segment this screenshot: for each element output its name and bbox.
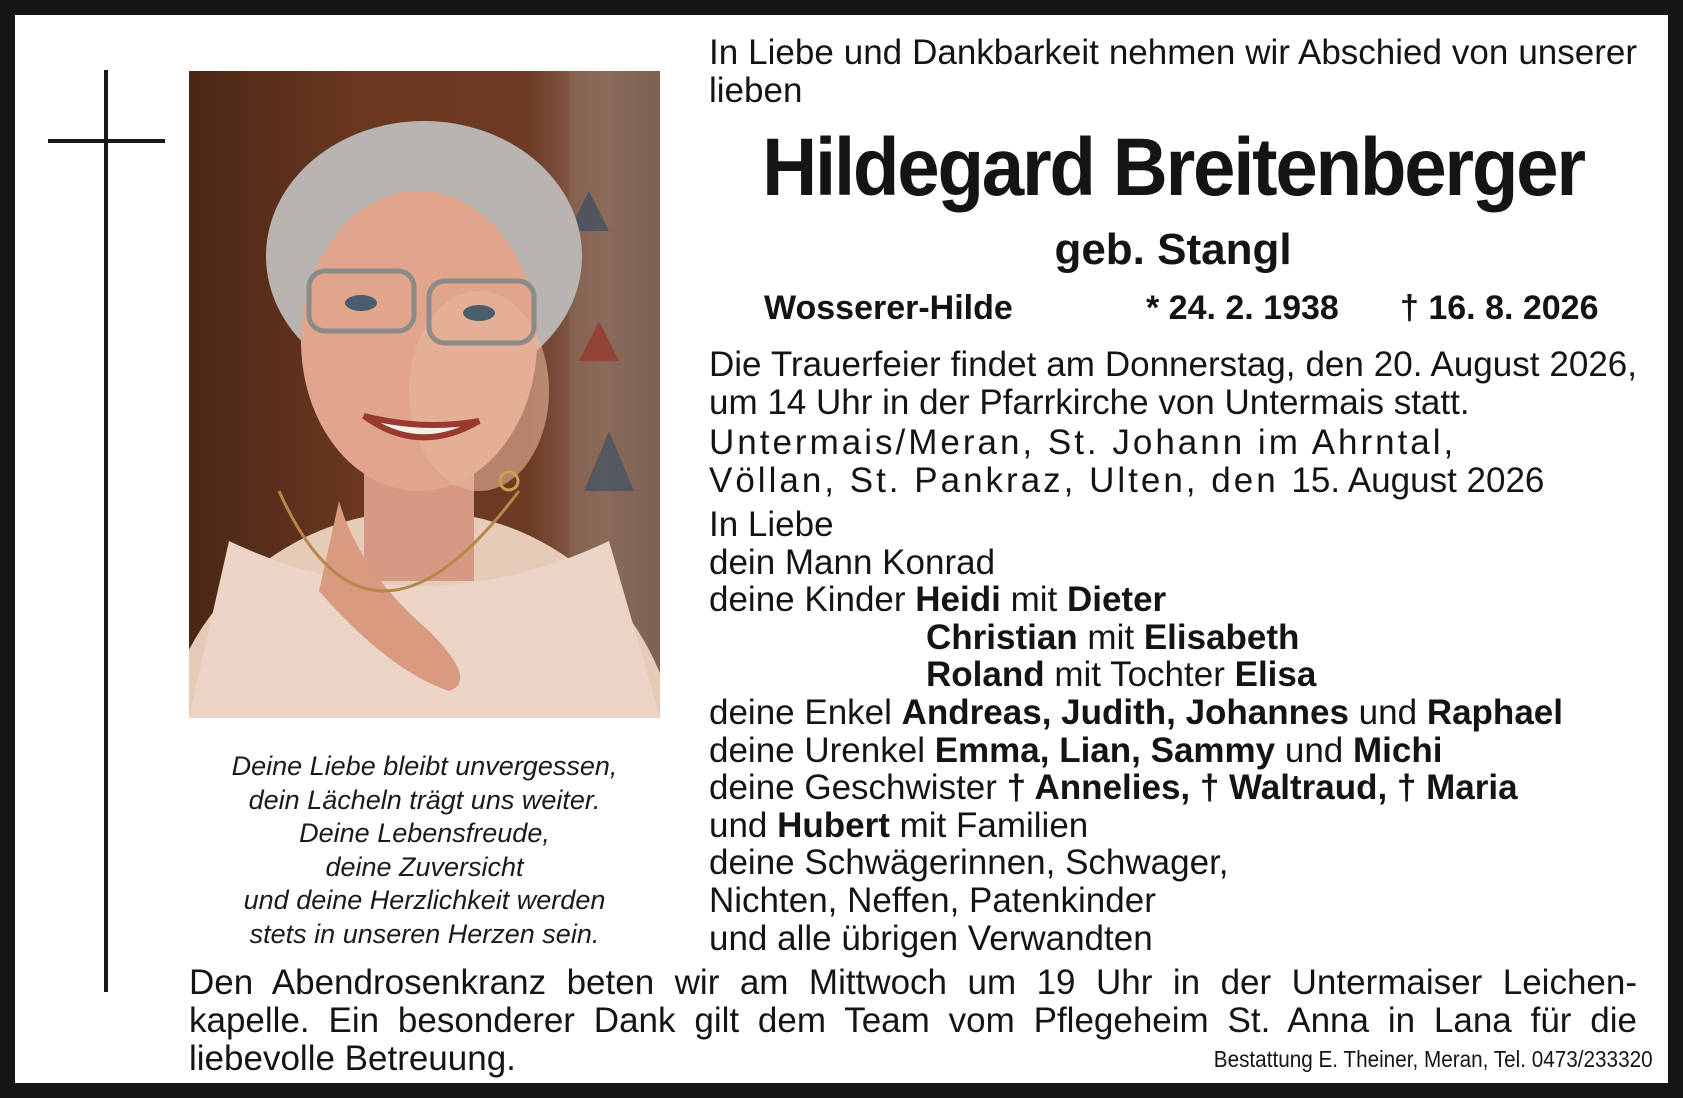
closing-line: kapelle. Ein besonderer Dank gilt dem Team vom Pflegeheim St. Anna in Lana für die bbox=[189, 1001, 1637, 1040]
places-and-date bbox=[709, 424, 1637, 500]
children-line bbox=[709, 656, 1563, 694]
siblings-label: deine Geschwister bbox=[709, 768, 1007, 808]
quote-line: deine Zuversicht bbox=[325, 851, 524, 882]
nickname: Wosserer-Hilde bbox=[764, 289, 1013, 327]
others-line: und alle übrigen Verwandten bbox=[709, 918, 1153, 958]
quote-line: dein Lächeln trägt uns weiter. bbox=[248, 784, 601, 815]
intro-text: In Liebe und Dankbarkeit nehmen wir Abschied von unserer lieben bbox=[709, 33, 1637, 110]
in-liebe: In Liebe bbox=[709, 505, 834, 544]
quote-line: stets in unseren Herzen sein. bbox=[249, 918, 600, 949]
daughter-name: Elisa bbox=[1234, 655, 1317, 695]
grandchildren-names: Andreas, Judith, Johannes bbox=[901, 692, 1349, 732]
children-line bbox=[709, 619, 1563, 657]
closing-line: liebevolle Betreuung. bbox=[189, 1039, 516, 1078]
child-name: Roland bbox=[926, 655, 1045, 695]
places-line-2-prefix: Völlan, St. Pankraz, Ulten, den bbox=[709, 461, 1292, 500]
siblings-line bbox=[709, 807, 1563, 845]
mit-text: mit bbox=[1077, 617, 1144, 657]
birth-name: geb. Stangl bbox=[1054, 225, 1292, 274]
siblings-names: † Annelies, † Waltraud, † Maria bbox=[1006, 768, 1518, 808]
great-grandchildren-names: Emma, Lian, Sammy bbox=[934, 730, 1276, 770]
birth-date: * 24. 2. 1938 bbox=[1146, 289, 1339, 327]
partner-name: Elisabeth bbox=[1143, 617, 1300, 657]
great-grandchildren-line bbox=[709, 732, 1563, 770]
great-grandchild-name: Michi bbox=[1352, 730, 1443, 770]
funeral-home: Bestattung E. Theiner, Meran, Tel. 0473/233320 bbox=[1214, 1046, 1653, 1072]
portrait-illustration bbox=[189, 71, 660, 718]
grandchild-name: Raphael bbox=[1426, 692, 1563, 732]
partner-name: Dieter bbox=[1066, 580, 1167, 620]
ceremony-text: Die Trauerfeier findet am Donnerstag, den 20. August 2026, um 14 Uhr in der Pfarrkirche von Untermais statt. bbox=[709, 345, 1637, 422]
memorial-quote bbox=[189, 750, 660, 951]
grandchildren-line bbox=[709, 694, 1563, 732]
cross-icon-bar bbox=[48, 139, 165, 143]
children-label: deine Kinder bbox=[709, 580, 916, 620]
cross-icon bbox=[104, 70, 108, 992]
child-name: Christian bbox=[926, 617, 1078, 657]
notice-date: 15. August 2026 bbox=[1291, 461, 1545, 500]
und-text: und bbox=[1348, 692, 1427, 732]
in-laws-line: deine Schwägerinnen, Schwager, bbox=[709, 843, 1229, 883]
quote-line: und deine Herzlichkeit werden bbox=[243, 885, 606, 915]
husband-line: dein Mann Konrad bbox=[709, 542, 996, 582]
mit-familien-text: mit Familien bbox=[889, 805, 1089, 845]
places-line-2 bbox=[709, 462, 1637, 500]
und-prefix: und bbox=[709, 805, 778, 845]
closing-line: Den Abendrosenkranz beten wir am Mittwoch um 19 Uhr in der Untermaiser Leichen- bbox=[189, 963, 1637, 1002]
quote-line: Deine Lebensfreude, bbox=[299, 818, 550, 848]
sibling-name: Hubert bbox=[777, 805, 890, 845]
siblings-line bbox=[709, 769, 1563, 807]
places-line-1: Untermais/Meran, St. Johann im Ahrntal, bbox=[709, 423, 1457, 462]
portrait-photo bbox=[189, 71, 660, 718]
child-name: Heidi bbox=[915, 580, 1001, 620]
quote-line: Deine Liebe bleibt unvergessen, bbox=[231, 751, 618, 781]
children-line bbox=[709, 581, 1563, 619]
mit-tochter-text: mit Tochter bbox=[1044, 655, 1235, 695]
grandchildren-label: deine Enkel bbox=[709, 692, 902, 732]
deceased-name: Hildegard Breitenberger bbox=[762, 122, 1584, 213]
mit-text: mit bbox=[1000, 580, 1067, 620]
und-text: und bbox=[1275, 730, 1353, 770]
death-date: † 16. 8. 2026 bbox=[1400, 289, 1599, 327]
mourners-list bbox=[709, 506, 1563, 957]
relatives-line: Nichten, Neffen, Patenkinder bbox=[709, 880, 1156, 920]
great-grandchildren-label: deine Urenkel bbox=[709, 730, 935, 770]
